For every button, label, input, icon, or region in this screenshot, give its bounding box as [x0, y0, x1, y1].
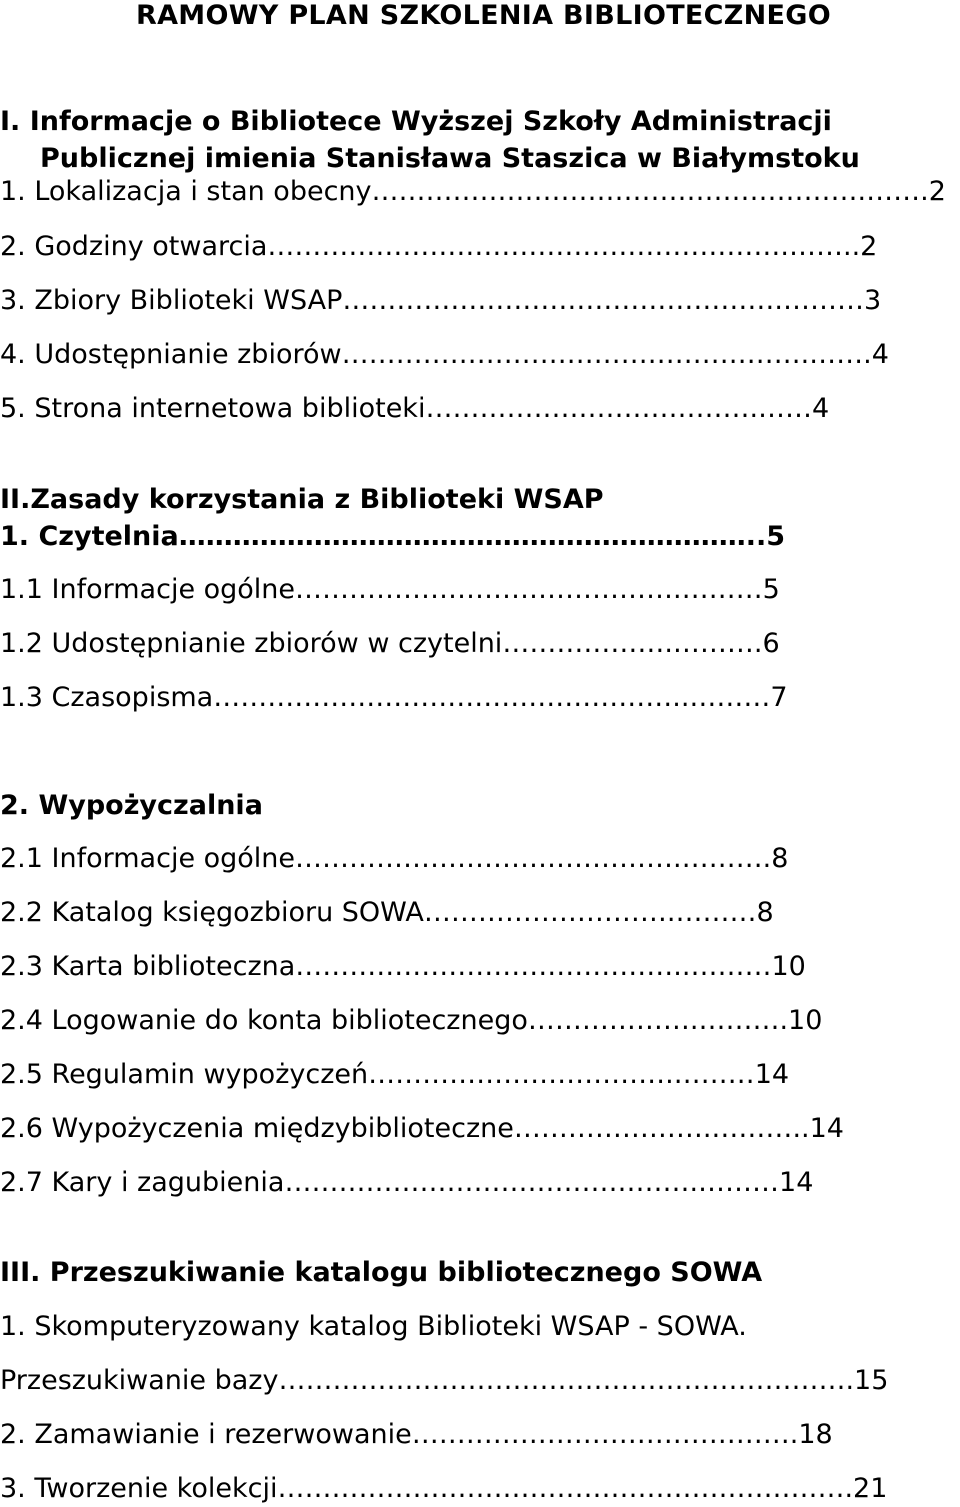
toc-entry[interactable] — [0, 1367, 940, 1394]
toc-entry-label: 2.1 Informacje ogólne — [0, 843, 296, 874]
toc-entry-label: 4. Udostępnianie zbiorów — [0, 339, 342, 370]
toc-entry-leader: ……………………………………..……… — [295, 951, 772, 982]
toc-entry-label: 3. Tworzenie kolekcji — [0, 1473, 278, 1504]
toc-entry[interactable] — [0, 1061, 940, 1088]
toc-entry-label: 2.7 Kary i zagubienia — [0, 1167, 285, 1198]
toc-entry-leader: ……………………………………. — [411, 1419, 799, 1450]
toc-entry-label: 2.6 Wypożyczenia międzybiblioteczne — [0, 1113, 514, 1144]
toc-entry-label: 1.2 Udostępnianie zbiorów w czytelni — [0, 628, 503, 659]
section-1-heading-line2: Publicznej imienia Stanisława Staszica w Białymstoku — [40, 143, 860, 174]
toc-entry-leader: ……………….……… — [502, 628, 754, 659]
toc-entry-leader: ……………………………………………….…… — [371, 176, 921, 207]
toc-entry-leader: ……………………………………………………… — [277, 1473, 845, 1504]
toc-entry[interactable] — [0, 1007, 940, 1034]
toc-entry-page: .2 — [920, 176, 946, 207]
wypozyczalnia-heading: 2. Wypożyczalnia — [0, 790, 263, 821]
toc-entry[interactable] — [0, 845, 940, 872]
section-2-heading: II.Zasady korzystania z Biblioteki WSAP — [0, 484, 604, 515]
toc-entry-catalog[interactable]: 1. Skomputeryzowany katalog Biblioteki WSAP - SOWA. — [0, 1311, 747, 1342]
toc-entry-leader: ……………………………………………………… — [278, 1365, 846, 1396]
toc-entry-leader: …………………………………….……… — [295, 843, 763, 874]
toc-entry-page: .21 — [844, 1473, 888, 1504]
toc-entry[interactable] — [0, 953, 940, 980]
toc-entry-leader: ……………………………………….……… — [284, 1167, 780, 1198]
toc-entry-leader: ……………………………….…… — [425, 393, 813, 424]
toc-entry-label: 1. Czytelnia — [0, 521, 179, 552]
toc-entry-leader: ………………………………………….……… — [342, 285, 864, 316]
toc-entry-label: 2.2 Katalog księgozbioru SOWA — [0, 897, 424, 928]
section-1-heading-line1: I. Informacje o Bibliotece Wyższej Szkoły Administracji — [0, 106, 832, 137]
toc-entry-label: 5. Strona internetowa biblioteki — [0, 393, 426, 424]
toc-entry-page: ..2 — [843, 231, 878, 262]
toc-entry-page: 10 — [771, 951, 806, 982]
toc-entry-page: .4 — [863, 339, 889, 370]
toc-entry-leader: …………………………………….……… — [295, 574, 763, 605]
toc-entry[interactable] — [0, 176, 946, 207]
toc-entry-page: 7 — [770, 682, 788, 713]
toc-entry-leader: ……………….……… — [527, 1005, 780, 1036]
toc-entry[interactable] — [0, 576, 940, 603]
toc-entry-leader: ……………………………………………………… — [178, 521, 746, 552]
toc-entry-leader: ……………………….……… — [423, 897, 757, 928]
toc-entry-page: ..14 — [792, 1113, 844, 1144]
toc-entry-label: 2. Godziny otwarcia — [0, 231, 268, 262]
toc-entry[interactable] — [0, 233, 940, 260]
toc-entry[interactable] — [0, 1115, 940, 1142]
toc-entry[interactable] — [0, 341, 940, 368]
toc-entry-label: 2. Zamawianie i rezerwowanie — [0, 1419, 412, 1450]
section-3-heading: III. Przeszukiwanie katalogu bibliotecznego SOWA — [0, 1257, 763, 1288]
toc-entry-leader: ………………….……… — [513, 1113, 793, 1144]
toc-entry-page: ..5 — [745, 521, 786, 552]
toc-entry[interactable] — [0, 684, 940, 711]
toc-entry-page: 4 — [812, 393, 830, 424]
toc-entry-page: 3 — [863, 285, 882, 316]
toc-entry-label: 2.5 Regulamin wypożyczeń — [0, 1059, 369, 1090]
toc-entry-label: 3. Zbiory Biblioteki WSAP — [0, 285, 343, 316]
toc-entry[interactable] — [0, 630, 940, 657]
toc-entry-page: 5 — [762, 574, 780, 605]
toc-entry-label: 1.1 Informacje ogólne — [0, 574, 296, 605]
toc-entry-page: 14 — [754, 1059, 790, 1090]
toc-entry-label: Przeszukiwanie bazy — [0, 1365, 279, 1396]
toc-entry-label: 1. Lokalizacja i stan obecny — [0, 176, 372, 207]
toc-entry-page: .8 — [762, 843, 789, 874]
toc-entry-page: .10 — [779, 1005, 823, 1036]
toc-entry-leader: …………………………………………….…… — [341, 339, 864, 370]
document-title: RAMOWY PLAN SZKOLENIA BIBLIOTECZNEGO — [136, 0, 832, 31]
toc-entry-page: .15 — [845, 1365, 889, 1396]
toc-entry-page: 14 — [779, 1167, 814, 1198]
toc-entry-page: .6 — [753, 628, 780, 659]
toc-entry-czytelnia[interactable] — [0, 523, 940, 550]
toc-entry[interactable] — [0, 1421, 940, 1448]
toc-entry-page: 18 — [798, 1419, 833, 1450]
toc-entry-leader: ……………………………………………..……… — [213, 682, 771, 713]
toc-entry[interactable] — [0, 395, 940, 422]
toc-entry-page: 8 — [756, 897, 774, 928]
toc-entry[interactable] — [0, 287, 940, 314]
toc-entry-label: 2.3 Karta biblioteczna — [0, 951, 296, 982]
toc-entry[interactable] — [0, 899, 940, 926]
toc-entry-label: 1.3 Czasopisma — [0, 682, 214, 713]
toc-entry-leader: ………………………………………………….…… — [267, 231, 843, 262]
toc-entry-label: 2.4 Logowanie do konta bibliotecznego — [0, 1005, 528, 1036]
toc-entry-leader: …………………………….……… — [368, 1059, 755, 1090]
toc-entry[interactable] — [0, 1475, 940, 1502]
toc-entry[interactable] — [0, 1169, 940, 1196]
